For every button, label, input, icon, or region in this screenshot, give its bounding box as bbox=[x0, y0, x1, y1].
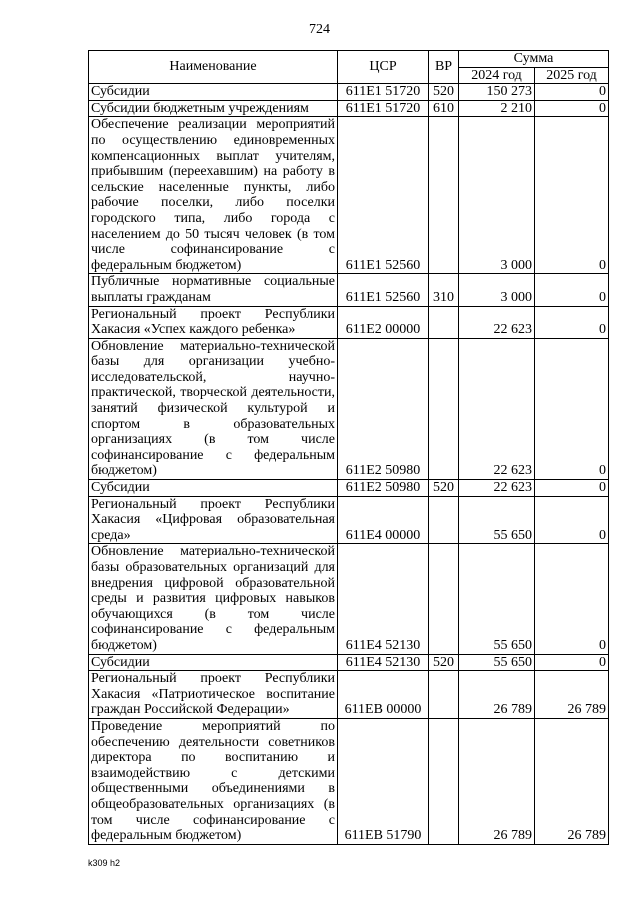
header-year-2025: 2025 год bbox=[535, 67, 609, 84]
row-sum-2025: 0 bbox=[535, 306, 609, 338]
table-row bbox=[89, 338, 609, 479]
row-name: Обеспечение реализации мероприятий по осуществлению единовременных компенсационных выплат учителям, прибывшим (переехавшим) на работу в сельские населенные пункты, либо рабочие поселки, либо поселки городского типа, либо города с населением до 50 тысяч человек (в том числе софинансирование с федеральным бюджетом) bbox=[89, 117, 338, 274]
row-vr bbox=[429, 117, 459, 274]
table-row bbox=[89, 84, 609, 101]
row-csr: 611E4 52130 bbox=[338, 654, 429, 671]
row-name: Публичные нормативные социальные выплаты гражданам bbox=[89, 274, 338, 306]
row-sum-2025: 0 bbox=[535, 84, 609, 101]
row-sum-2025: 26 789 bbox=[535, 718, 609, 844]
row-vr bbox=[429, 306, 459, 338]
row-vr bbox=[429, 338, 459, 479]
row-name: Обновление материально-технической базы образовательных организаций для внедрения цифровой образовательной среды и развития цифровых навыков обучающихся (в том числе софинансирование с федеральным бюджетом) bbox=[89, 544, 338, 654]
row-csr: 611E2 00000 bbox=[338, 306, 429, 338]
row-sum-2024: 22 623 bbox=[459, 480, 535, 497]
row-vr: 310 bbox=[429, 274, 459, 306]
row-sum-2024: 3 000 bbox=[459, 117, 535, 274]
header-year-2024: 2024 год bbox=[459, 67, 535, 84]
row-vr: 520 bbox=[429, 654, 459, 671]
row-sum-2025: 0 bbox=[535, 274, 609, 306]
row-vr: 520 bbox=[429, 480, 459, 497]
row-sum-2024: 55 650 bbox=[459, 496, 535, 544]
row-sum-2025: 0 bbox=[535, 654, 609, 671]
row-csr: 611E1 51720 bbox=[338, 100, 429, 117]
row-sum-2025: 0 bbox=[535, 480, 609, 497]
row-csr: 611E4 52130 bbox=[338, 544, 429, 654]
page-number: 724 bbox=[309, 22, 330, 37]
row-sum-2024: 55 650 bbox=[459, 654, 535, 671]
table-row bbox=[89, 480, 609, 497]
header-name: Наименование bbox=[89, 51, 338, 84]
row-sum-2024: 26 789 bbox=[459, 671, 535, 719]
row-name: Региональный проект Республики Хакасия «Цифровая образовательная среда» bbox=[89, 496, 338, 544]
row-csr: 611E1 52560 bbox=[338, 274, 429, 306]
row-name: Проведение мероприятий по обеспечению деятельности советников директора по воспитанию и взаимодействию с детскими общественными объединениями в общеобразовательных организациях (в том числе софинансирование с федеральным бюджетом) bbox=[89, 718, 338, 844]
row-sum-2025: 0 bbox=[535, 544, 609, 654]
row-csr: 611E1 51720 bbox=[338, 84, 429, 101]
row-vr bbox=[429, 544, 459, 654]
row-csr: 611E2 50980 bbox=[338, 338, 429, 479]
header-csr: ЦСР bbox=[338, 51, 429, 84]
budget-table bbox=[88, 50, 609, 845]
table-row bbox=[89, 718, 609, 844]
row-vr: 520 bbox=[429, 84, 459, 101]
row-sum-2025: 0 bbox=[535, 338, 609, 479]
table-row bbox=[89, 117, 609, 274]
row-sum-2025: 0 bbox=[535, 496, 609, 544]
row-sum-2025: 0 bbox=[535, 117, 609, 274]
row-sum-2024: 26 789 bbox=[459, 718, 535, 844]
row-name: Субсидии бюджетным учреждениям bbox=[89, 100, 338, 117]
row-vr bbox=[429, 496, 459, 544]
header-sum: Сумма bbox=[459, 51, 609, 68]
row-name: Региональный проект Республики Хакасия «Успех каждого ребенка» bbox=[89, 306, 338, 338]
row-csr: 611E1 52560 bbox=[338, 117, 429, 274]
row-vr bbox=[429, 671, 459, 719]
row-sum-2024: 22 623 bbox=[459, 338, 535, 479]
row-name: Региональный проект Республики Хакасия «Патриотическое воспитание граждан Российской Федерации» bbox=[89, 671, 338, 719]
row-sum-2025: 26 789 bbox=[535, 671, 609, 719]
table-row bbox=[89, 496, 609, 544]
row-sum-2024: 150 273 bbox=[459, 84, 535, 101]
table-row bbox=[89, 544, 609, 654]
row-sum-2024: 55 650 bbox=[459, 544, 535, 654]
row-csr: 611E2 50980 bbox=[338, 480, 429, 497]
table-row bbox=[89, 306, 609, 338]
row-csr: 611EB 51790 bbox=[338, 718, 429, 844]
table-row bbox=[89, 274, 609, 306]
row-vr: 610 bbox=[429, 100, 459, 117]
table-row bbox=[89, 671, 609, 719]
table-row bbox=[89, 654, 609, 671]
row-sum-2024: 3 000 bbox=[459, 274, 535, 306]
row-name: Обновление материально-технической базы для организации учебно-исследовательской, научно-практической, творческой деятельности, занятий физической культурой и спортом в образовательных организациях (в том числе софинансирование с федеральным бюджетом) bbox=[89, 338, 338, 479]
row-csr: 611EB 00000 bbox=[338, 671, 429, 719]
row-sum-2024: 2 210 bbox=[459, 100, 535, 117]
table-row bbox=[89, 100, 609, 117]
row-name: Субсидии bbox=[89, 480, 338, 497]
row-name: Субсидии bbox=[89, 84, 338, 101]
footer-code: k309 h2 bbox=[88, 858, 121, 868]
header-vr: ВР bbox=[429, 51, 459, 84]
row-vr bbox=[429, 718, 459, 844]
row-csr: 611E4 00000 bbox=[338, 496, 429, 544]
row-sum-2024: 22 623 bbox=[459, 306, 535, 338]
row-name: Субсидии bbox=[89, 654, 338, 671]
row-sum-2025: 0 bbox=[535, 100, 609, 117]
